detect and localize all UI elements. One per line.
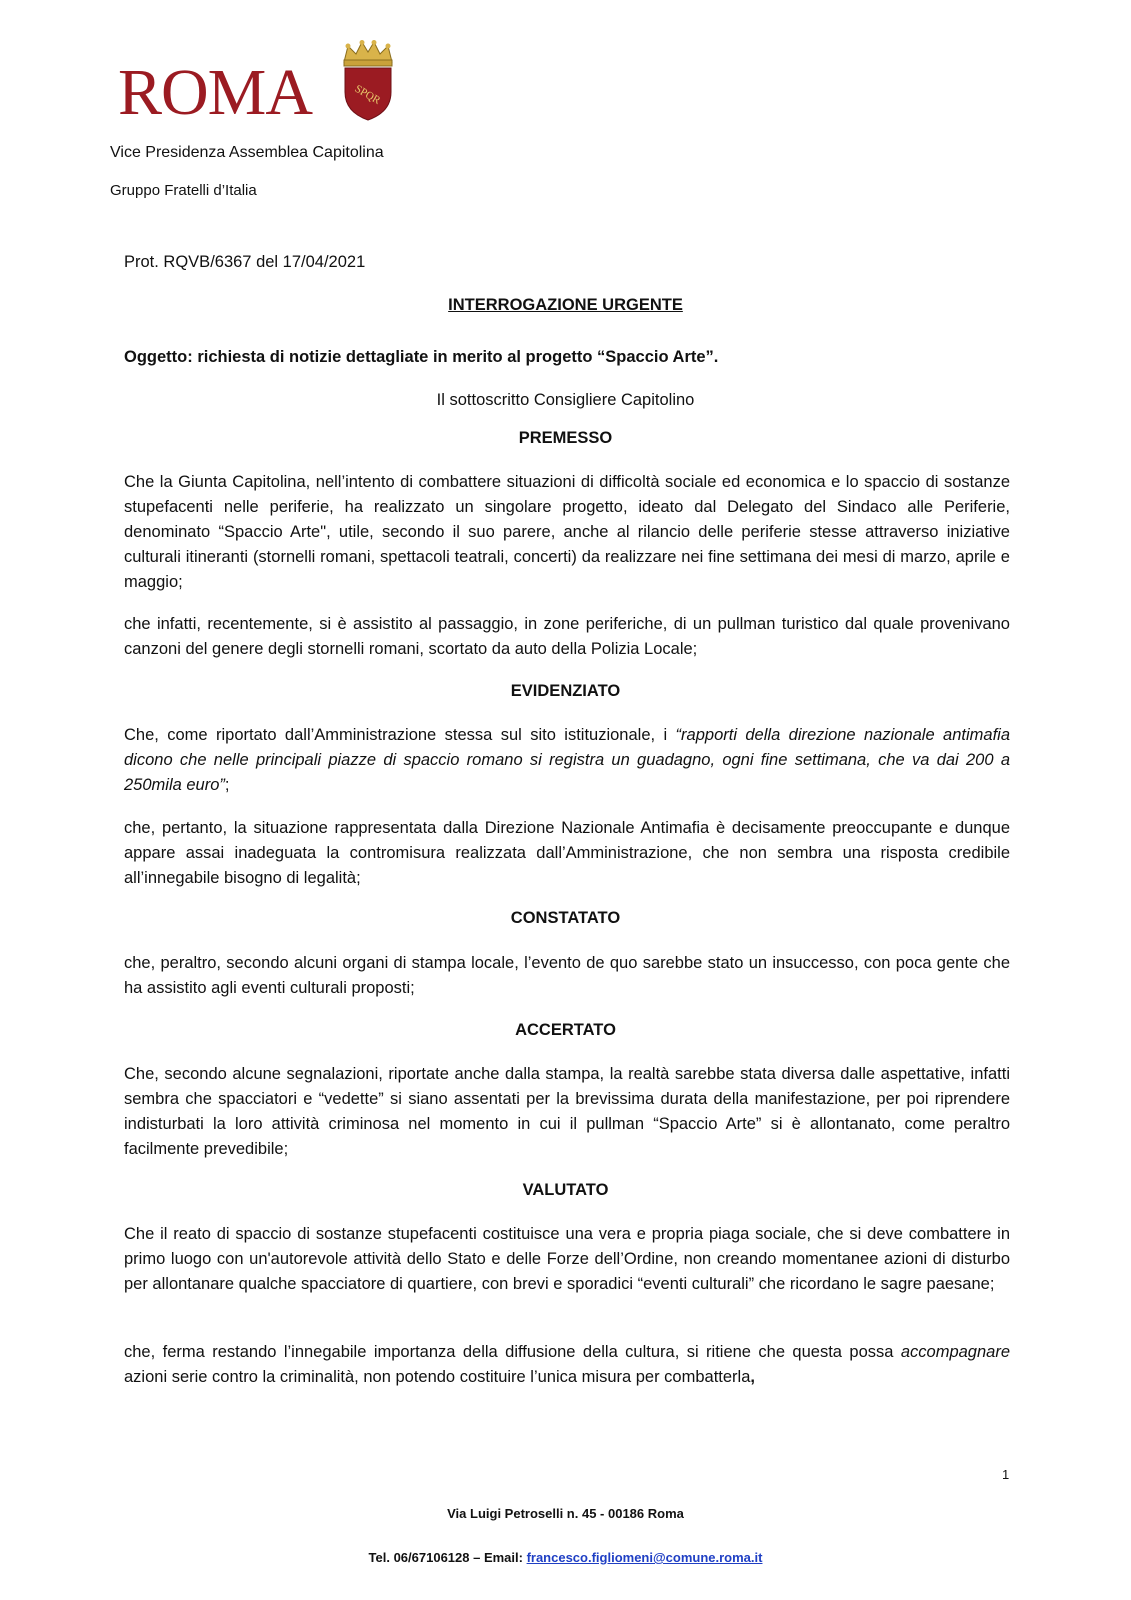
paragraph-5: che, peraltro, secondo alcuni organi di stampa locale, l’evento de quo sarebbe stato un insuccesso, con poca gente che ha assistito agli eventi culturali proposti; xyxy=(124,954,1010,997)
heading-evidenziato: EVIDENZIATO xyxy=(510,682,621,700)
email-link[interactable]: francesco.figliomeni@comune.roma.it xyxy=(526,1550,763,1565)
footer-phone: Tel. 06/67106128 – Email: xyxy=(368,1550,527,1565)
signer-line: Il sottoscritto Consigliere Capitolino xyxy=(436,391,695,409)
paragraph-8-start: che, ferma restando l’innegabile importanza della diffusione della cultura, si ritiene che questa possa xyxy=(124,1343,901,1361)
paragraph-8-comma: , xyxy=(750,1368,755,1386)
spqr-crest-icon xyxy=(338,40,398,122)
paragraph-3-start: Che, come riportato dall’Amministrazione stessa sul sito istituzionale, i xyxy=(124,726,676,744)
heading-premesso: PREMESSO xyxy=(518,429,613,447)
paragraph-2: che infatti, recentemente, si è assistito al passaggio, in zone periferiche, di un pullman turistico dal quale provenivano canzoni del genere degli stornelli romani, scortato da auto della Polizia Locale; xyxy=(124,615,1010,658)
protocol-number: Prot. RQVB/6367 del 17/04/2021 xyxy=(124,253,366,271)
crest-text: SPQR xyxy=(352,82,383,107)
paragraph-8 xyxy=(124,1340,1010,1390)
document-title: INTERROGAZIONE URGENTE xyxy=(448,296,683,314)
paragraph-8-emphasis: accompagnare xyxy=(900,1343,1010,1361)
roma-logo xyxy=(118,40,418,130)
heading-valutato: VALUTATO xyxy=(522,1181,609,1199)
heading-constatato: CONSTATATO xyxy=(510,909,621,927)
paragraph-3-end: ; xyxy=(224,776,230,794)
antimafia-quote: “rapporti della direzione nazionale antimafia dicono che nelle principali piazze di spaccio romano si registra un guadagno, ogni fine settimana, che va dai 200 a 250mila euro” xyxy=(124,726,1010,794)
paragraph-4: che, pertanto, la situazione rappresentata dalla Direzione Nazionale Antimafia è decisamente preoccupante e dunque appare assai inadeguata la contromisura realizzata dall’Amministrazione, che non sembra una risposta credibile all’innegabile bisogno di legalità; xyxy=(124,819,1010,887)
paragraph-6: Che, secondo alcune segnalazioni, riportate anche dalla stampa, la realtà sarebbe stata diversa dalle aspettative, infatti sembra che spacciatori e “vedette” si siano assentati per la brevissima durata della manifestazione, per poi riprendere indisturbati la loro attività criminosa nel momento in cui il pullman “Spaccio Arte” si è allontanato, come peraltro facilmente prevedibile; xyxy=(124,1065,1010,1158)
paragraph-7: Che il reato di spaccio di sostanze stupefacenti costituisce una vera e propria piaga sociale, che si deve combattere in primo luogo con un'autorevole attività dello Stato e delle Forze dell’Ordine, non creando momentanee azioni di disturbo per allontanare qualche spacciatore di quartiere, con brevi e sporadici “eventi culturali” che ricordano le sagre paesane; xyxy=(124,1225,1010,1293)
office-name: Vice Presidenza Assemblea Capitolina xyxy=(110,144,384,161)
paragraph-8-end: azioni serie contro la criminalità, non potendo costituire l’unica misura per combatterla xyxy=(124,1368,751,1386)
footer-contact xyxy=(0,1550,1131,1565)
paragraph-3 xyxy=(124,723,1010,798)
heading-accertato: ACCERTATO xyxy=(515,1021,616,1039)
group-name: Gruppo Fratelli d’Italia xyxy=(110,182,257,199)
footer-address: Via Luigi Petroselli n. 45 - 00186 Roma xyxy=(447,1506,684,1521)
paragraph-1: Che la Giunta Capitolina, nell’intento di combattere situazioni di difficoltà sociale ed economica e lo spaccio di sostanze stupefacenti nelle periferie, ha realizzato un singolare progetto, ideato dal Delegato del Sindaco alle Periferie, denominato “Spaccio Arte", utile, secondo il suo parere, anche al rilancio delle periferie stesse attraverso iniziative culturali itineranti (stornelli romani, spettacoli teatrali, concerti) da realizzare nei fine settimana dei mesi di marzo, aprile e maggio; xyxy=(124,473,1010,591)
page-number: 1 xyxy=(1002,1467,1010,1482)
logo-text: ROMA xyxy=(118,56,313,129)
subject-line: Oggetto: richiesta di notizie dettagliate in merito al progetto “Spaccio Arte”. xyxy=(124,348,719,366)
